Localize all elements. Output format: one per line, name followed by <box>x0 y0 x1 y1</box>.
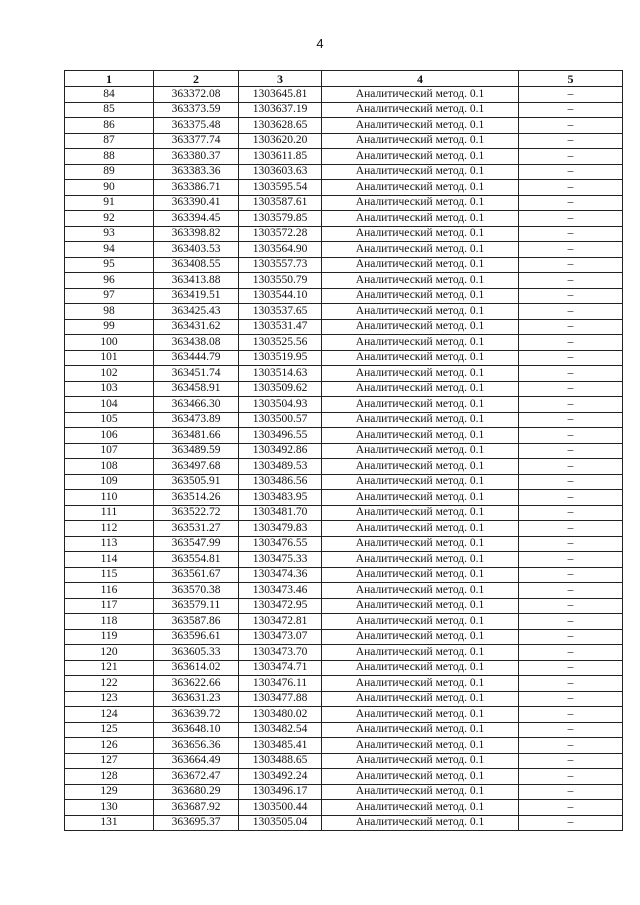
cell-method: Аналитический метод. 0.1 <box>322 505 519 521</box>
cell-x-coordinate: 363672.47 <box>154 769 239 785</box>
table-row <box>65 536 623 552</box>
column-header-x-coordinate: 2 <box>154 71 239 87</box>
table-row <box>65 118 623 134</box>
cell-point-number: 100 <box>65 335 154 351</box>
table-row <box>65 738 623 754</box>
cell-x-coordinate: 363398.82 <box>154 226 239 242</box>
table-row <box>65 257 623 273</box>
cell-y-coordinate: 1303564.90 <box>239 242 322 258</box>
cell-x-coordinate: 363373.59 <box>154 102 239 118</box>
cell-x-coordinate: 363570.38 <box>154 583 239 599</box>
cell-point-number: 130 <box>65 800 154 816</box>
cell-description: – <box>519 257 623 273</box>
cell-description: – <box>519 567 623 583</box>
cell-method: Аналитический метод. 0.1 <box>322 242 519 258</box>
cell-method: Аналитический метод. 0.1 <box>322 459 519 475</box>
table-body <box>65 87 623 831</box>
cell-method: Аналитический метод. 0.1 <box>322 350 519 366</box>
table-row <box>65 443 623 459</box>
table-row <box>65 242 623 258</box>
cell-method: Аналитический метод. 0.1 <box>322 397 519 413</box>
cell-y-coordinate: 1303477.88 <box>239 691 322 707</box>
cell-x-coordinate: 363547.99 <box>154 536 239 552</box>
cell-description: – <box>519 211 623 227</box>
cell-method: Аналитический метод. 0.1 <box>322 536 519 552</box>
cell-point-number: 97 <box>65 288 154 304</box>
cell-method: Аналитический метод. 0.1 <box>322 474 519 490</box>
cell-description: – <box>519 769 623 785</box>
cell-x-coordinate: 363413.88 <box>154 273 239 289</box>
cell-y-coordinate: 1303514.63 <box>239 366 322 382</box>
cell-point-number: 111 <box>65 505 154 521</box>
table-row <box>65 102 623 118</box>
cell-description: – <box>519 521 623 537</box>
cell-y-coordinate: 1303500.57 <box>239 412 322 428</box>
table-row <box>65 800 623 816</box>
cell-x-coordinate: 363419.51 <box>154 288 239 304</box>
cell-description: – <box>519 738 623 754</box>
table-row <box>65 149 623 165</box>
cell-method: Аналитический метод. 0.1 <box>322 490 519 506</box>
table-row <box>65 273 623 289</box>
cell-description: – <box>519 645 623 661</box>
cell-y-coordinate: 1303645.81 <box>239 87 322 103</box>
cell-description: – <box>519 707 623 723</box>
cell-point-number: 125 <box>65 722 154 738</box>
table-row <box>65 552 623 568</box>
cell-point-number: 107 <box>65 443 154 459</box>
cell-description: – <box>519 536 623 552</box>
cell-method: Аналитический метод. 0.1 <box>322 195 519 211</box>
cell-point-number: 128 <box>65 769 154 785</box>
cell-x-coordinate: 363687.92 <box>154 800 239 816</box>
cell-method: Аналитический метод. 0.1 <box>322 164 519 180</box>
table-header-row <box>65 71 623 87</box>
cell-method: Аналитический метод. 0.1 <box>322 335 519 351</box>
cell-x-coordinate: 363596.61 <box>154 629 239 645</box>
cell-y-coordinate: 1303509.62 <box>239 381 322 397</box>
table-row <box>65 87 623 103</box>
cell-point-number: 94 <box>65 242 154 258</box>
table-row <box>65 180 623 196</box>
cell-method: Аналитический метод. 0.1 <box>322 381 519 397</box>
cell-description: – <box>519 784 623 800</box>
cell-description: – <box>519 273 623 289</box>
cell-x-coordinate: 363451.74 <box>154 366 239 382</box>
column-header-method: 4 <box>322 71 519 87</box>
cell-description: – <box>519 102 623 118</box>
cell-method: Аналитический метод. 0.1 <box>322 583 519 599</box>
table-row <box>65 598 623 614</box>
cell-method: Аналитический метод. 0.1 <box>322 149 519 165</box>
cell-point-number: 93 <box>65 226 154 242</box>
cell-description: – <box>519 397 623 413</box>
cell-description: – <box>519 195 623 211</box>
table-row <box>65 521 623 537</box>
cell-description: – <box>519 660 623 676</box>
cell-point-number: 119 <box>65 629 154 645</box>
cell-description: – <box>519 753 623 769</box>
cell-y-coordinate: 1303472.95 <box>239 598 322 614</box>
cell-point-number: 126 <box>65 738 154 754</box>
cell-point-number: 120 <box>65 645 154 661</box>
cell-method: Аналитический метод. 0.1 <box>322 102 519 118</box>
cell-point-number: 90 <box>65 180 154 196</box>
cell-y-coordinate: 1303637.19 <box>239 102 322 118</box>
cell-point-number: 127 <box>65 753 154 769</box>
cell-x-coordinate: 363505.91 <box>154 474 239 490</box>
cell-description: – <box>519 505 623 521</box>
cell-description: – <box>519 443 623 459</box>
cell-method: Аналитический метод. 0.1 <box>322 598 519 614</box>
cell-y-coordinate: 1303496.55 <box>239 428 322 444</box>
cell-point-number: 110 <box>65 490 154 506</box>
table-row <box>65 815 623 831</box>
cell-point-number: 129 <box>65 784 154 800</box>
cell-x-coordinate: 363403.53 <box>154 242 239 258</box>
cell-point-number: 87 <box>65 133 154 149</box>
cell-method: Аналитический метод. 0.1 <box>322 660 519 676</box>
cell-description: – <box>519 474 623 490</box>
cell-description: – <box>519 381 623 397</box>
cell-method: Аналитический метод. 0.1 <box>322 118 519 134</box>
cell-method: Аналитический метод. 0.1 <box>322 707 519 723</box>
table-row <box>65 784 623 800</box>
cell-y-coordinate: 1303579.85 <box>239 211 322 227</box>
cell-point-number: 85 <box>65 102 154 118</box>
cell-description: – <box>519 800 623 816</box>
cell-point-number: 123 <box>65 691 154 707</box>
cell-description: – <box>519 598 623 614</box>
cell-point-number: 92 <box>65 211 154 227</box>
cell-point-number: 95 <box>65 257 154 273</box>
cell-y-coordinate: 1303480.02 <box>239 707 322 723</box>
cell-y-coordinate: 1303483.95 <box>239 490 322 506</box>
cell-y-coordinate: 1303473.46 <box>239 583 322 599</box>
cell-y-coordinate: 1303486.56 <box>239 474 322 490</box>
cell-y-coordinate: 1303505.04 <box>239 815 322 831</box>
table-row <box>65 381 623 397</box>
cell-point-number: 104 <box>65 397 154 413</box>
table-row <box>65 164 623 180</box>
table-row <box>65 722 623 738</box>
table-row <box>65 707 623 723</box>
cell-description: – <box>519 350 623 366</box>
cell-method: Аналитический метод. 0.1 <box>322 629 519 645</box>
cell-point-number: 114 <box>65 552 154 568</box>
cell-x-coordinate: 363531.27 <box>154 521 239 537</box>
cell-point-number: 115 <box>65 567 154 583</box>
cell-method: Аналитический метод. 0.1 <box>322 614 519 630</box>
cell-point-number: 89 <box>65 164 154 180</box>
cell-point-number: 99 <box>65 319 154 335</box>
cell-description: – <box>519 226 623 242</box>
cell-x-coordinate: 363383.36 <box>154 164 239 180</box>
cell-y-coordinate: 1303603.63 <box>239 164 322 180</box>
cell-method: Аналитический метод. 0.1 <box>322 428 519 444</box>
cell-method: Аналитический метод. 0.1 <box>322 769 519 785</box>
cell-method: Аналитический метод. 0.1 <box>322 552 519 568</box>
table-row <box>65 583 623 599</box>
cell-method: Аналитический метод. 0.1 <box>322 753 519 769</box>
cell-point-number: 98 <box>65 304 154 320</box>
cell-point-number: 109 <box>65 474 154 490</box>
cell-description: – <box>519 583 623 599</box>
cell-description: – <box>519 459 623 475</box>
cell-method: Аналитический метод. 0.1 <box>322 257 519 273</box>
cell-x-coordinate: 363444.79 <box>154 350 239 366</box>
cell-method: Аналитический метод. 0.1 <box>322 133 519 149</box>
table-row <box>65 319 623 335</box>
cell-x-coordinate: 363390.41 <box>154 195 239 211</box>
cell-y-coordinate: 1303492.86 <box>239 443 322 459</box>
cell-x-coordinate: 363695.37 <box>154 815 239 831</box>
cell-x-coordinate: 363408.55 <box>154 257 239 273</box>
cell-description: – <box>519 304 623 320</box>
table-row <box>65 645 623 661</box>
cell-method: Аналитический метод. 0.1 <box>322 273 519 289</box>
cell-point-number: 121 <box>65 660 154 676</box>
cell-point-number: 131 <box>65 815 154 831</box>
cell-x-coordinate: 363394.45 <box>154 211 239 227</box>
table-row <box>65 490 623 506</box>
cell-point-number: 117 <box>65 598 154 614</box>
cell-method: Аналитический метод. 0.1 <box>322 784 519 800</box>
cell-y-coordinate: 1303479.83 <box>239 521 322 537</box>
cell-x-coordinate: 363458.91 <box>154 381 239 397</box>
table-row <box>65 133 623 149</box>
cell-method: Аналитический метод. 0.1 <box>322 800 519 816</box>
table-row <box>65 769 623 785</box>
cell-point-number: 88 <box>65 149 154 165</box>
cell-x-coordinate: 363372.08 <box>154 87 239 103</box>
coordinates-table <box>64 70 623 831</box>
cell-y-coordinate: 1303476.55 <box>239 536 322 552</box>
table-row <box>65 412 623 428</box>
cell-y-coordinate: 1303481.70 <box>239 505 322 521</box>
cell-point-number: 103 <box>65 381 154 397</box>
cell-method: Аналитический метод. 0.1 <box>322 567 519 583</box>
cell-point-number: 124 <box>65 707 154 723</box>
cell-description: – <box>519 87 623 103</box>
cell-x-coordinate: 363579.11 <box>154 598 239 614</box>
cell-method: Аналитический метод. 0.1 <box>322 815 519 831</box>
cell-point-number: 122 <box>65 676 154 692</box>
cell-method: Аналитический метод. 0.1 <box>322 443 519 459</box>
table-row <box>65 428 623 444</box>
cell-point-number: 91 <box>65 195 154 211</box>
cell-point-number: 84 <box>65 87 154 103</box>
cell-x-coordinate: 363466.30 <box>154 397 239 413</box>
cell-point-number: 86 <box>65 118 154 134</box>
cell-y-coordinate: 1303525.56 <box>239 335 322 351</box>
cell-y-coordinate: 1303474.36 <box>239 567 322 583</box>
cell-description: – <box>519 676 623 692</box>
table-row <box>65 211 623 227</box>
cell-x-coordinate: 363522.72 <box>154 505 239 521</box>
cell-x-coordinate: 363614.02 <box>154 660 239 676</box>
cell-method: Аналитический метод. 0.1 <box>322 521 519 537</box>
cell-method: Аналитический метод. 0.1 <box>322 180 519 196</box>
cell-x-coordinate: 363656.36 <box>154 738 239 754</box>
cell-y-coordinate: 1303473.07 <box>239 629 322 645</box>
cell-x-coordinate: 363680.29 <box>154 784 239 800</box>
table-row <box>65 660 623 676</box>
cell-x-coordinate: 363631.23 <box>154 691 239 707</box>
cell-y-coordinate: 1303500.44 <box>239 800 322 816</box>
cell-method: Аналитический метод. 0.1 <box>322 226 519 242</box>
cell-method: Аналитический метод. 0.1 <box>322 87 519 103</box>
table-row <box>65 567 623 583</box>
cell-x-coordinate: 363605.33 <box>154 645 239 661</box>
table-row <box>65 691 623 707</box>
table-row <box>65 366 623 382</box>
cell-description: – <box>519 366 623 382</box>
cell-description: – <box>519 428 623 444</box>
cell-x-coordinate: 363481.66 <box>154 428 239 444</box>
cell-method: Аналитический метод. 0.1 <box>322 691 519 707</box>
column-header-y-coordinate: 3 <box>239 71 322 87</box>
cell-y-coordinate: 1303550.79 <box>239 273 322 289</box>
cell-y-coordinate: 1303482.54 <box>239 722 322 738</box>
cell-y-coordinate: 1303476.11 <box>239 676 322 692</box>
cell-y-coordinate: 1303504.93 <box>239 397 322 413</box>
cell-description: – <box>519 149 623 165</box>
cell-y-coordinate: 1303485.41 <box>239 738 322 754</box>
cell-y-coordinate: 1303492.24 <box>239 769 322 785</box>
cell-y-coordinate: 1303628.65 <box>239 118 322 134</box>
cell-y-coordinate: 1303572.28 <box>239 226 322 242</box>
table-row <box>65 397 623 413</box>
table-row <box>65 629 623 645</box>
cell-x-coordinate: 363473.89 <box>154 412 239 428</box>
cell-y-coordinate: 1303473.70 <box>239 645 322 661</box>
cell-method: Аналитический метод. 0.1 <box>322 304 519 320</box>
cell-y-coordinate: 1303537.65 <box>239 304 322 320</box>
cell-x-coordinate: 363380.37 <box>154 149 239 165</box>
cell-method: Аналитический метод. 0.1 <box>322 676 519 692</box>
cell-method: Аналитический метод. 0.1 <box>322 319 519 335</box>
table-row <box>65 195 623 211</box>
table-row <box>65 226 623 242</box>
cell-x-coordinate: 363514.26 <box>154 490 239 506</box>
cell-method: Аналитический метод. 0.1 <box>322 738 519 754</box>
cell-method: Аналитический метод. 0.1 <box>322 288 519 304</box>
cell-x-coordinate: 363622.66 <box>154 676 239 692</box>
cell-x-coordinate: 363425.43 <box>154 304 239 320</box>
cell-y-coordinate: 1303611.85 <box>239 149 322 165</box>
table-row <box>65 753 623 769</box>
cell-x-coordinate: 363386.71 <box>154 180 239 196</box>
cell-y-coordinate: 1303595.54 <box>239 180 322 196</box>
cell-point-number: 113 <box>65 536 154 552</box>
cell-method: Аналитический метод. 0.1 <box>322 645 519 661</box>
cell-point-number: 118 <box>65 614 154 630</box>
cell-x-coordinate: 363375.48 <box>154 118 239 134</box>
cell-description: – <box>519 133 623 149</box>
table-row <box>65 676 623 692</box>
cell-point-number: 105 <box>65 412 154 428</box>
cell-description: – <box>519 164 623 180</box>
page-number: 4 <box>316 36 324 51</box>
table-row <box>65 350 623 366</box>
cell-description: – <box>519 614 623 630</box>
cell-description: – <box>519 118 623 134</box>
cell-y-coordinate: 1303496.17 <box>239 784 322 800</box>
cell-description: – <box>519 319 623 335</box>
cell-x-coordinate: 363431.62 <box>154 319 239 335</box>
cell-y-coordinate: 1303489.53 <box>239 459 322 475</box>
cell-description: – <box>519 552 623 568</box>
table-row <box>65 505 623 521</box>
cell-x-coordinate: 363639.72 <box>154 707 239 723</box>
cell-y-coordinate: 1303475.33 <box>239 552 322 568</box>
cell-description: – <box>519 691 623 707</box>
cell-x-coordinate: 363561.67 <box>154 567 239 583</box>
cell-y-coordinate: 1303472.81 <box>239 614 322 630</box>
cell-x-coordinate: 363438.08 <box>154 335 239 351</box>
cell-description: – <box>519 242 623 258</box>
cell-y-coordinate: 1303620.20 <box>239 133 322 149</box>
cell-description: – <box>519 180 623 196</box>
cell-point-number: 106 <box>65 428 154 444</box>
cell-x-coordinate: 363554.81 <box>154 552 239 568</box>
cell-x-coordinate: 363648.10 <box>154 722 239 738</box>
table-row <box>65 288 623 304</box>
cell-method: Аналитический метод. 0.1 <box>322 366 519 382</box>
cell-x-coordinate: 363497.68 <box>154 459 239 475</box>
cell-description: – <box>519 335 623 351</box>
cell-y-coordinate: 1303488.65 <box>239 753 322 769</box>
cell-description: – <box>519 722 623 738</box>
column-header-point-number: 1 <box>65 71 154 87</box>
cell-point-number: 108 <box>65 459 154 475</box>
cell-description: – <box>519 288 623 304</box>
cell-point-number: 101 <box>65 350 154 366</box>
cell-method: Аналитический метод. 0.1 <box>322 211 519 227</box>
cell-description: – <box>519 629 623 645</box>
cell-y-coordinate: 1303531.47 <box>239 319 322 335</box>
cell-description: – <box>519 412 623 428</box>
cell-y-coordinate: 1303557.73 <box>239 257 322 273</box>
cell-y-coordinate: 1303474.71 <box>239 660 322 676</box>
cell-x-coordinate: 363489.59 <box>154 443 239 459</box>
cell-description: – <box>519 815 623 831</box>
cell-point-number: 96 <box>65 273 154 289</box>
column-header-description: 5 <box>519 71 623 87</box>
cell-y-coordinate: 1303544.10 <box>239 288 322 304</box>
cell-method: Аналитический метод. 0.1 <box>322 412 519 428</box>
table-row <box>65 474 623 490</box>
cell-x-coordinate: 363377.74 <box>154 133 239 149</box>
cell-x-coordinate: 363664.49 <box>154 753 239 769</box>
table-row <box>65 335 623 351</box>
cell-x-coordinate: 363587.86 <box>154 614 239 630</box>
cell-y-coordinate: 1303519.95 <box>239 350 322 366</box>
cell-method: Аналитический метод. 0.1 <box>322 722 519 738</box>
cell-point-number: 116 <box>65 583 154 599</box>
table-row <box>65 459 623 475</box>
cell-point-number: 112 <box>65 521 154 537</box>
table-row <box>65 304 623 320</box>
cell-point-number: 102 <box>65 366 154 382</box>
table-row <box>65 614 623 630</box>
cell-y-coordinate: 1303587.61 <box>239 195 322 211</box>
cell-description: – <box>519 490 623 506</box>
